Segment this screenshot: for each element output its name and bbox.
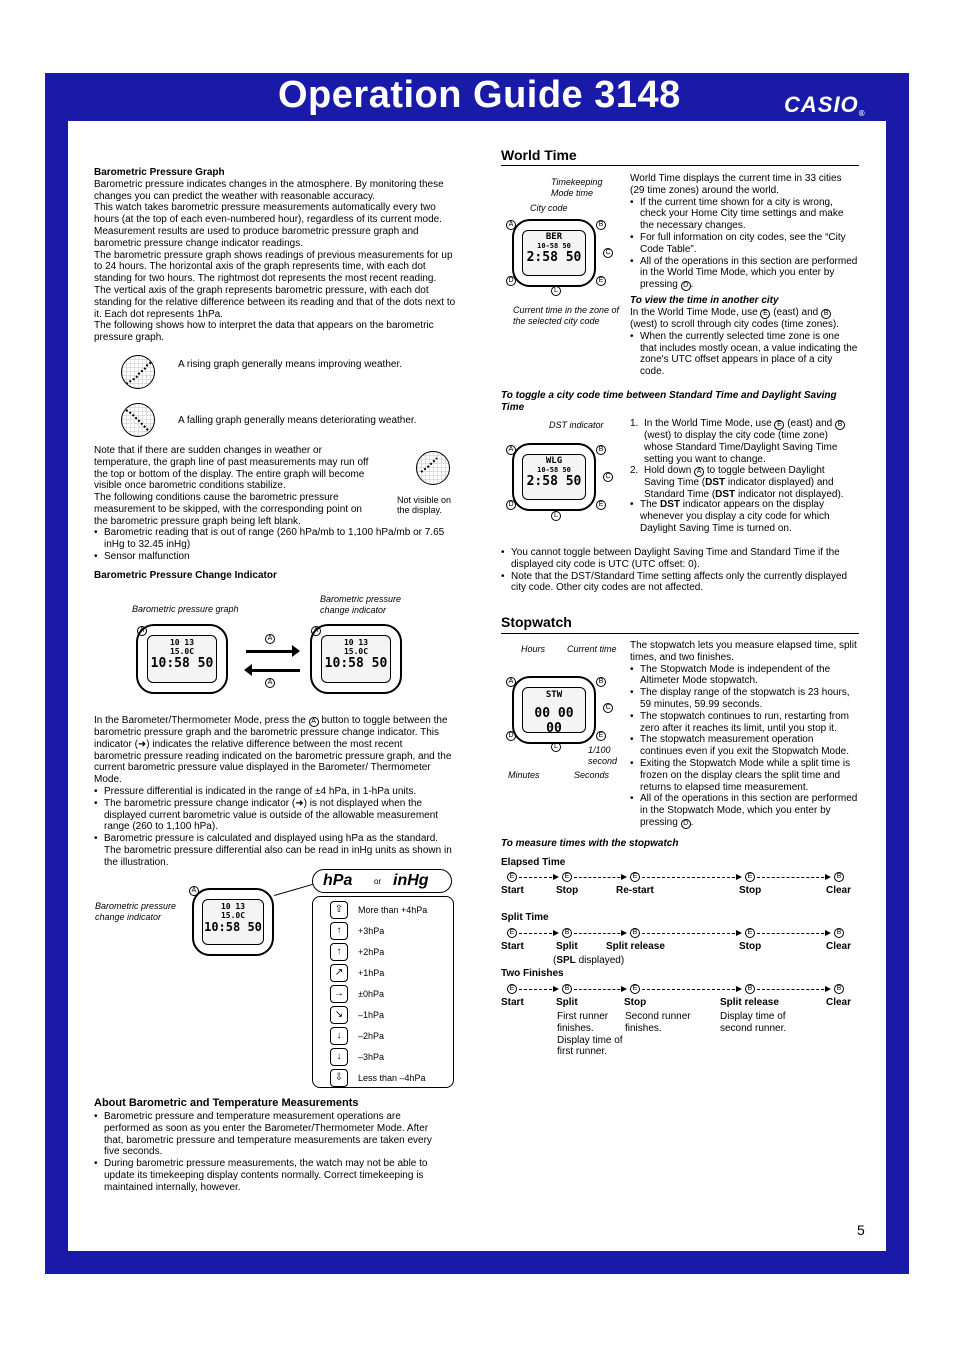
wt-bullet-4: • When the currently selected time zone is one that includes mostly ocean, a value indicating the zone's UTC offset appears in place of a city code. xyxy=(630,331,858,378)
stopwatch-heading: Stopwatch xyxy=(501,614,572,630)
b2-part-b: ) is not displayed when the displayed current barometric value is outside of the allowable measurement range (260 to 1,100 hPa). xyxy=(104,797,439,833)
cap-hours: Hours xyxy=(521,644,546,654)
sw-bullet-6: • All of the operations in this section are performed in the Stopwatch Mode, which you enter by pressing D . xyxy=(630,793,858,829)
change-indicator-p1 xyxy=(94,715,452,786)
cap-current-zone: Current time in the zone of the selected city code xyxy=(513,305,620,326)
key-e-label: E xyxy=(507,928,517,938)
dst-steps xyxy=(630,418,858,501)
s2-c: indicator displayed) and Standard Time ( xyxy=(644,477,834,501)
level-down1-icon: ↘ xyxy=(330,1006,348,1024)
key-e-label: E xyxy=(630,872,640,882)
unit-hpa: hPa xyxy=(323,872,353,889)
step-label: Split release xyxy=(720,997,779,1008)
stopwatch-bullets xyxy=(630,664,858,829)
arrowhead-right xyxy=(292,645,300,657)
world-time-intro xyxy=(630,173,858,378)
step-label: Stop xyxy=(739,885,762,896)
baro-graph-p3: The barometric pressure graph shows readings of previous measurements for up to 24 hours. The horizontal axis of the graph represents time, with each dot standing for two hours. The rightmost dot represents the most recent reading. The vertical axis of the graph represents barometric pressure, with each dot standing for the relative difference between its reading and that of the dots next to it. Each dot represents 1hPa. xyxy=(94,249,456,320)
stopwatch-rule xyxy=(501,633,859,634)
unit-inhg: inHg xyxy=(393,872,429,889)
change-bullet-1: • Pressure differential is indicated in the range of ±4 hPa, in 1-hPa units. xyxy=(94,786,452,798)
arrow-right xyxy=(246,650,298,653)
watch-lcd xyxy=(522,230,586,276)
baro-note-p5: Note that if there are sudden changes in weather or temperature, the graph line of past measurements may run off the top or bottom of the display. The entire graph will become visible once barometric conditions stabilize. xyxy=(94,445,369,492)
key-b-label: B xyxy=(562,984,572,994)
key-a-label: A xyxy=(309,717,319,727)
b5-a: The xyxy=(640,499,658,510)
key-e-label: E xyxy=(596,500,606,510)
two-finishes-sequence xyxy=(501,983,861,1063)
flow-arrow xyxy=(519,989,557,990)
flow-arrow xyxy=(574,989,625,990)
key-b-label: B xyxy=(821,309,831,319)
dst-subheading: To toggle a city code time between Standard Time and Daylight Saving Time xyxy=(501,390,837,413)
watch-stopwatch xyxy=(512,676,596,744)
flow-arrow xyxy=(642,933,740,934)
key-b-label: B xyxy=(596,445,606,455)
cap-city-code: City code xyxy=(530,203,568,213)
flow-arrow xyxy=(574,877,625,878)
arrow-indicator-icon: ➜ xyxy=(295,797,304,809)
note-a: ( xyxy=(553,955,557,966)
baro-graph-p4: The following shows how to interpret the data that appears on the barometric pressure graph. xyxy=(94,320,434,344)
s2-d: indicator not displayed). xyxy=(737,489,844,501)
level-zero-icon: → xyxy=(330,985,348,1003)
watch-lcd xyxy=(522,687,586,736)
view-city-bullets xyxy=(630,331,858,378)
logo-text: CASIO xyxy=(784,92,859,117)
watch-graph-display xyxy=(136,624,228,694)
level-row xyxy=(330,901,450,921)
key-d-label: D xyxy=(506,276,516,286)
sw-bullet-4: • The stopwatch measurement operation continues even if you exit the Stopwatch Mode. xyxy=(630,734,858,758)
watch-world-time xyxy=(512,219,596,287)
watch-lcd xyxy=(202,899,264,945)
dst-step-1 xyxy=(630,418,858,465)
dst-step-2 xyxy=(630,465,858,501)
casio-logo xyxy=(784,92,866,118)
level-row xyxy=(330,1006,450,1026)
level-row xyxy=(330,1069,450,1089)
watch-lcd xyxy=(522,454,586,500)
p1-part-c: ) indicates the relative difference between the most recent barometric pressure reading indicated on the barometric pressure graph, and the current barometric pressure value displayed in the Barometer/ Thermometer Mode. xyxy=(94,738,452,786)
stopwatch-p1: The stopwatch lets you measure elapsed time, split times, and two finishes. xyxy=(630,640,857,663)
key-b-label: B xyxy=(630,928,640,938)
lcd-date: 10 13 xyxy=(343,638,369,648)
watch-indicator-display xyxy=(310,624,402,694)
p2-b: (east) and xyxy=(773,306,819,318)
s1-c: (west) to display the city code (time zone) whose Standard Time/Daylight Saving Time setting you want to change. xyxy=(644,430,838,465)
step-label: Start xyxy=(501,997,524,1008)
key-e-label: E xyxy=(774,420,784,430)
b5-b: indicator appears on the display whenever you display a city code for which Daylight Saving Time is turned on. xyxy=(640,499,830,534)
level-row xyxy=(330,1048,450,1068)
key-d-label: D xyxy=(506,731,516,741)
level-row xyxy=(330,943,450,963)
key-a-label: A xyxy=(189,886,199,896)
key-e-label: E xyxy=(596,276,606,286)
flow-arrow xyxy=(757,877,829,878)
rising-graph-text: A rising graph generally means improving weather. xyxy=(178,359,403,370)
baro-graph-heading: Barometric Pressure Graph xyxy=(94,167,225,178)
lcd-mode: STW xyxy=(545,689,563,700)
lcd-small-time: 10-58 50 xyxy=(537,241,571,250)
world-time-p1: World Time displays the current time in 33 cities (29 time zones) around the world. xyxy=(630,173,842,196)
two-note-1: First runner finishes. Display time of first runner. xyxy=(557,1011,623,1058)
baro-note xyxy=(94,445,374,528)
dst-word: DST xyxy=(660,499,681,510)
baro-graph-section xyxy=(94,167,456,344)
skip-conditions xyxy=(94,527,446,562)
dst-bullets xyxy=(630,499,858,534)
arrowhead-left xyxy=(244,664,252,676)
about-heading: About Barometric and Temperature Measurements xyxy=(94,1097,359,1109)
step-label: Clear xyxy=(826,997,852,1008)
key-b-label: B xyxy=(834,872,844,882)
key-d-label: D xyxy=(506,500,516,510)
p2-c: (west) to scroll through city codes (time zones). xyxy=(630,318,839,330)
world-time-heading: World Time xyxy=(501,147,577,163)
level-down3-icon: ↓ xyxy=(330,1048,348,1066)
dst-notes xyxy=(501,547,857,594)
change-indicator-heading: Barometric Pressure Change Indicator xyxy=(94,570,277,581)
watch-change-display xyxy=(192,888,274,956)
change-bullet-2 xyxy=(94,798,452,833)
lcd-city: WLG xyxy=(545,455,563,466)
page-title: Operation Guide 3148 xyxy=(278,74,681,116)
key-c-label: C xyxy=(603,703,613,713)
lcd-city: BER xyxy=(545,231,563,242)
two-note-2: Second runner finishes. xyxy=(625,1011,691,1034)
key-b-label: B xyxy=(834,928,844,938)
dst-note-2: • Note that the DST/Standard Time setting affects only the currently displayed city code. Other city codes are not affected. xyxy=(501,571,857,595)
level-row xyxy=(330,1027,450,1047)
two-note-3: Display time of second runner. xyxy=(720,1011,787,1034)
lcd-time: 10:58 50 xyxy=(324,656,388,672)
lcd-time: 2:58 50 xyxy=(526,473,582,489)
level-down2-icon: ↓ xyxy=(330,1027,348,1045)
level-up1-icon: ↗ xyxy=(330,964,348,982)
s1-b: (east) and xyxy=(787,418,833,429)
key-b-label: B xyxy=(596,220,606,230)
elapsed-sequence xyxy=(501,871,861,901)
skip-condition-1: • Barometric reading that is out of range (260 hPa/mb to 1,100 hPa/mb or 7.65 inHg to 32.45 inHg) xyxy=(94,527,446,551)
key-b-label: B xyxy=(834,984,844,994)
not-visible-caption: Not visible on the display. xyxy=(397,495,452,515)
change-bullet-3: • Barometric pressure is calculated and displayed using hPa as the standard. The barometric pressure differential also can be read in inHg units as shown in the illustration. xyxy=(94,833,452,868)
logo-mark: ® xyxy=(858,109,866,118)
level-label: +2hPa xyxy=(358,947,385,957)
cap-current-time: Current time xyxy=(567,644,617,654)
note-c: displayed) xyxy=(578,955,625,966)
lcd-time: 10:58 50 xyxy=(204,919,262,934)
arrow-left xyxy=(250,669,300,672)
about-bullet-2: • During barometric pressure measurements, the watch may not be able to update its timekeeping display contents normally. Correct timekeeping is maintained internally, however. xyxy=(94,1158,448,1193)
step-label: Clear xyxy=(826,941,852,952)
arrow-indicator-icon: ➜ xyxy=(137,738,147,750)
offscreen-graph-icon xyxy=(416,451,450,485)
about-bullets xyxy=(94,1111,448,1194)
key-e-label: E xyxy=(630,984,640,994)
stopwatch-intro xyxy=(630,640,858,829)
lcd-time: 10:58 50 xyxy=(150,656,214,672)
b3-text: All of the operations in this section are performed in the World Time Mode, which you enter by pressing xyxy=(640,255,858,291)
dst-bullet xyxy=(630,499,858,534)
level-row xyxy=(330,985,450,1005)
level-label: –2hPa xyxy=(358,1031,385,1041)
key-b-label: B xyxy=(835,420,845,430)
wt-bullet-1: • If the current time shown for a city is wrong, check your Home City time settings and make the necessary changes. xyxy=(630,197,858,232)
step-label: Stop xyxy=(624,997,647,1008)
key-a-label: A xyxy=(506,220,516,230)
level-label: More than +4hPa xyxy=(358,905,428,915)
p1-part-a: In the Barometer/Thermometer Mode, press the xyxy=(94,715,306,726)
p2-a: In the World Time Mode, use xyxy=(630,306,758,318)
key-b-label: B xyxy=(745,984,755,994)
flow-arrow xyxy=(519,877,557,878)
key-a-label: A xyxy=(311,626,321,636)
level-label: +3hPa xyxy=(358,926,385,936)
p1-part-b: button to toggle between the barometric pressure graph and the barometric pressure change indicator. This indicator ( xyxy=(94,715,448,750)
cap-dst-indicator: DST indicator xyxy=(549,420,604,430)
key-a-label: A xyxy=(265,678,275,688)
key-a-label: A xyxy=(694,467,704,477)
cap-hundredth: 1/100 second xyxy=(588,745,618,766)
lcd-temp: 15.0C xyxy=(343,647,369,657)
split-sequence xyxy=(501,927,861,967)
key-l-label: L xyxy=(551,511,561,521)
measure-subheading: To measure times with the stopwatch xyxy=(501,838,679,849)
unit-or: or xyxy=(374,877,382,886)
unit-box xyxy=(312,869,452,893)
level-up2-icon: ↑ xyxy=(330,943,348,961)
cap-minutes: Minutes xyxy=(508,770,540,780)
sw-bullet-5: • Exiting the Stopwatch Mode while a split time is frozen on the display clears the split time and returns to elapsed time measurement. xyxy=(630,758,858,793)
about-bullet-1: • Barometric pressure and temperature measurement operations are performed as soon as you enter the Barometer/Thermometer Mode. After that, barometric pressure and temperature measurements are taken every five seconds. xyxy=(94,1111,448,1158)
cap-timekeeping: Timekeeping Mode time xyxy=(551,177,603,198)
level-label: Less than –4hPa xyxy=(358,1073,426,1083)
key-a-label: A xyxy=(137,626,147,636)
note-b: SPL xyxy=(556,955,576,966)
cap-baro-graph: Barometric pressure graph xyxy=(132,604,239,614)
key-e-label: E xyxy=(596,731,606,741)
flow-arrow xyxy=(574,933,625,934)
flow-arrow xyxy=(757,933,829,934)
lcd-date: 10 13 xyxy=(169,638,195,648)
key-a-label: A xyxy=(265,634,275,644)
s2-a: Hold down xyxy=(644,465,692,477)
world-time-bullets xyxy=(630,197,858,292)
s1-a: In the World Time Mode, use xyxy=(644,418,772,429)
lcd-time: 2:58 50 xyxy=(526,249,582,265)
watch-lcd xyxy=(321,635,391,683)
elapsed-title: Elapsed Time xyxy=(501,857,566,868)
lcd-date: 10 13 xyxy=(220,901,246,911)
key-a-label: A xyxy=(506,445,516,455)
view-city-p2 xyxy=(630,307,858,331)
watch-lcd xyxy=(147,635,217,683)
key-e-label: E xyxy=(562,872,572,882)
sw-bullet-2: • The display range of the stopwatch is 23 hours, 59 minutes, 59.99 seconds. xyxy=(630,687,858,711)
key-e-label: E xyxy=(507,872,517,882)
watch-dst xyxy=(512,443,596,511)
rising-graph-icon xyxy=(121,355,155,389)
step-label: Stop xyxy=(556,885,579,896)
baro-graph-p2: This watch takes barometric pressure measurements automatically every two hours (at the top of each even-numbered hour), regardless of its current mode. Measurement results are used to produce barometric pressure graph and barometric pressure change indicator readings. xyxy=(94,202,442,249)
key-l-label: L xyxy=(551,286,561,296)
change-indicator-bullets xyxy=(94,786,452,869)
key-c-label: C xyxy=(603,248,613,258)
key-b-label: B xyxy=(562,928,572,938)
dst-note-1: • You cannot toggle between Daylight Saving Time and Standard Time if the displayed city code is UTC (UTC offset: 0). xyxy=(501,547,857,571)
step-label: Re-start xyxy=(616,885,654,896)
lcd-temp: 15.0C xyxy=(220,910,246,920)
flow-arrow xyxy=(757,989,829,990)
lcd-temp: 15.0C xyxy=(169,647,195,657)
key-e-label: E xyxy=(507,984,517,994)
b6-a: All of the operations in this section are performed in the Stopwatch Mode, which you enter by pressing xyxy=(640,793,858,828)
dst-word: DST xyxy=(715,489,736,501)
step-label: Clear xyxy=(826,885,852,896)
flow-arrow xyxy=(642,877,740,878)
baro-note-p6: The following conditions cause the barometric pressure measurement to be skipped, with the corresponding point on the barometric pressure graph being left blank. xyxy=(94,492,362,527)
key-e-label: E xyxy=(760,309,770,319)
level-label: +1hPa xyxy=(358,968,385,978)
falling-graph-text: A falling graph generally means deteriorating weather. xyxy=(178,415,417,426)
flow-arrow xyxy=(642,989,740,990)
level-up4-icon: ⇧ xyxy=(330,901,348,919)
spl-note xyxy=(553,955,624,967)
level-up3-icon: ↑ xyxy=(330,922,348,940)
wt-bullet-3: • All of the operations in this section are performed in the World Time Mode, which you enter by pressing D . xyxy=(630,256,858,292)
skip-condition-2: • Sensor malfunction xyxy=(94,551,446,563)
level-row xyxy=(330,964,450,984)
step-number: 2. xyxy=(630,465,639,477)
lcd-small-time: 10-58 50 xyxy=(537,465,571,474)
step-label: Split xyxy=(556,941,578,952)
split-title: Split Time xyxy=(501,912,549,923)
change-indicator-body xyxy=(94,715,452,869)
s2-b: to toggle between Daylight Saving Time ( xyxy=(644,465,825,489)
key-e-label: E xyxy=(745,872,755,882)
level-row xyxy=(330,922,450,942)
step-label: Split xyxy=(556,997,578,1008)
key-d-label: D xyxy=(681,281,691,291)
step-number: 1. xyxy=(630,418,639,429)
step-label: Split release xyxy=(606,941,665,952)
page-number: 5 xyxy=(857,1222,865,1238)
dst-word: DST xyxy=(705,477,726,489)
wt-bullet-2: • For full information on city codes, see the “City Code Table”. xyxy=(630,232,858,256)
key-e-label: E xyxy=(745,928,755,938)
level-down4-icon: ⇩ xyxy=(330,1069,348,1087)
key-l-label: L xyxy=(551,742,561,752)
cap-change-indicator: Barometric pressure change indicator xyxy=(320,594,402,615)
sw-bullet-1: • The Stopwatch Mode is independent of the Altimeter Mode stopwatch. xyxy=(630,664,858,688)
falling-graph-icon xyxy=(121,403,155,437)
cap-seconds: Seconds xyxy=(574,770,610,780)
step-label: Start xyxy=(501,941,524,952)
cap-change-indicator-2: Barometric pressure change indicator xyxy=(95,901,177,922)
key-c-label: C xyxy=(603,472,613,482)
key-d-label: D xyxy=(681,819,691,829)
world-time-rule xyxy=(501,165,859,166)
two-finishes-title: Two Finishes xyxy=(501,968,564,979)
b2-part-a: The barometric pressure change indicator ( xyxy=(104,797,296,809)
baro-graph-p1: Barometric pressure indicates changes in the atmosphere. By monitoring these changes you can predict the weather with reasonable accuracy. xyxy=(94,178,444,202)
step-label: Start xyxy=(501,885,524,896)
level-label: –1hPa xyxy=(358,1010,385,1020)
key-a-label: A xyxy=(506,677,516,687)
step-label: Stop xyxy=(739,941,762,952)
view-city-subheading: To view the time in another city xyxy=(630,295,779,307)
level-label: –3hPa xyxy=(358,1052,385,1062)
key-b-label: B xyxy=(596,677,606,687)
lcd-stopwatch-time: 00 00 00 xyxy=(534,705,574,736)
flow-arrow xyxy=(519,933,557,934)
level-label: ±0hPa xyxy=(358,989,384,999)
sw-bullet-3: • The stopwatch continues to run, restarting from zero after it reaches its limit, until you stop it. xyxy=(630,711,858,735)
